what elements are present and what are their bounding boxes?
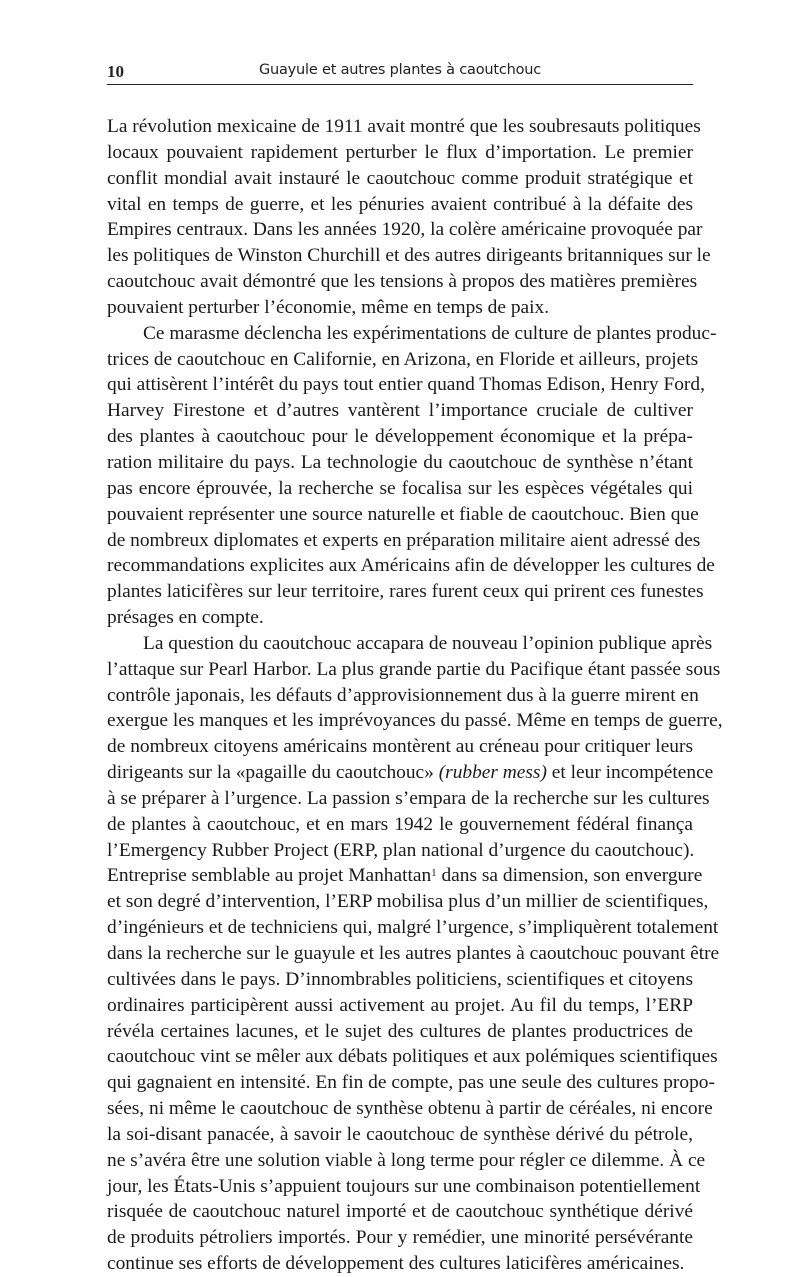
- text-line: de plantes à caoutchouc, et en mars 1942 le gouvernement fédéral finança: [107, 813, 693, 835]
- text-line: l’Emergency Rubber Project (ERP, plan national d’urgence du caoutchouc).: [107, 839, 695, 861]
- text-line: conflit mondial avait instauré le caoutchouc comme produit stratégique et: [107, 167, 693, 189]
- text-line: locaux pouvaient rapidement perturber le flux d’importation. Le premier: [107, 141, 693, 163]
- text-line: ne s’avéra être une solution viable à long terme pour régler ce dilemme. À ce: [107, 1149, 706, 1171]
- text-line: trices de caoutchouc en Californie, en Arizona, en Floride et ailleurs, projets: [107, 348, 699, 370]
- text-line: exergue les manques et les imprévoyances du passé. Même en temps de guerre,: [107, 710, 723, 732]
- text-line: Empires centraux. Dans les années 1920, la colère américaine provoquée par: [107, 219, 703, 241]
- text-line: d’ingénieurs et de techniciens qui, malgré l’urgence, s’impliquèrent totalement: [107, 917, 719, 939]
- text-line: ration militaire du pays. La technologie du caoutchouc de synthèse n’étant: [107, 451, 693, 473]
- text-line: Ce marasme déclencha les expérimentations de culture de plantes produc-: [143, 322, 717, 344]
- text-segment: et leur incompétence: [546, 762, 714, 784]
- text-line: continue ses efforts de développement des cultures laticifères américaines.: [107, 1253, 685, 1275]
- italic-term: (rubber mess): [438, 762, 547, 784]
- text-line: risquée de caoutchouc naturel importé et de caoutchouc synthétique dérivé: [107, 1201, 693, 1223]
- text-line: présages en compte.: [107, 607, 264, 629]
- text-line: de produits pétroliers importés. Pour y remédier, une minorité persévérante: [107, 1227, 693, 1249]
- paragraph-1: [107, 114, 711, 321]
- text-line: les politiques de Winston Churchill et des autres dirigeants britanniques sur le: [107, 245, 711, 267]
- text-line: plantes laticifères sur leur territoire, rares furent ceux qui prirent ces funestes: [107, 581, 704, 603]
- text-line: caoutchouc avait démontré que les tensions à propos des matières premières: [107, 271, 698, 293]
- text-line-with-italic: [107, 760, 714, 786]
- text-segment: dirigeants sur la «pagaille du caoutchouc»: [107, 762, 439, 784]
- text-line: jour, les États-Unis s’appuient toujours sur une combinaison potentiellement: [107, 1175, 701, 1197]
- text-line: qui attisèrent l’intérêt du pays tout entier quand Thomas Edison, Henry Ford,: [107, 374, 705, 396]
- text-line: ordinaires participèrent aussi activement au projet. Au fil du temps, l’ERP: [107, 994, 693, 1016]
- running-title: Guayule et autres plantes à caoutchouc: [258, 62, 542, 78]
- text-line: contrôle japonais, les défauts d’approvisionnement dus à la guerre mirent en: [107, 684, 699, 706]
- text-line: la soi-disant panacée, à savoir le caoutchouc de synthèse dérivé du pétrole,: [107, 1123, 693, 1145]
- text-line: l’attaque sur Pearl Harbor. La plus grande partie du Pacifique étant passée sous: [107, 658, 721, 680]
- text-line: Harvey Firestone et d’autres vantèrent l’importance cruciale de cultiver: [107, 400, 693, 422]
- text-line: de nombreux diplomates et experts en préparation militaire aient adressé des: [107, 529, 701, 551]
- text-line: à se préparer à l’urgence. La passion s’empara de la recherche sur les cultures: [107, 787, 710, 809]
- running-header: [107, 60, 693, 85]
- text-line: pas encore éprouvée, la recherche se focalisa sur les espèces végétales qui: [107, 477, 693, 499]
- text-line: La révolution mexicaine de 1911 avait montré que les soubresauts politiques: [107, 116, 701, 137]
- text-line: révéla certaines lacunes, et le sujet des cultures de plantes productrices de: [107, 1020, 693, 1042]
- footnote-marker[interactable]: 1: [431, 867, 437, 880]
- text-line: pouvaient perturber l’économie, même en temps de paix.: [107, 296, 550, 318]
- text-line: et son degré d’intervention, l’ERP mobilisa plus d’un millier de scientifiques,: [107, 891, 709, 913]
- text-segment: Entreprise semblable au projet Manhattan: [107, 865, 432, 887]
- text-line-with-footnote: [107, 863, 703, 889]
- page-number: 10: [107, 62, 124, 81]
- text-line: de nombreux citoyens américains montèrent au créneau pour critiquer leurs: [107, 736, 693, 758]
- text-line: des plantes à caoutchouc pour le développement économique et la prépa-: [107, 426, 693, 448]
- text-line: dans la recherche sur le guayule et les autres plantes à caoutchouc pouvant être: [107, 943, 720, 964]
- text-line: caoutchouc vint se mêler aux débats politiques et aux polémiques scientifiques: [107, 1046, 718, 1068]
- text-line: pouvaient représenter une source naturelle et fiable de caoutchouc. Bien que: [107, 503, 699, 525]
- text-segment: dans sa dimension, son envergure: [436, 865, 703, 887]
- paragraph-3: [107, 631, 723, 1277]
- text-line: sées, ni même le caoutchouc de synthèse obtenu à partir de céréales, ni encore: [107, 1098, 713, 1120]
- paragraph-2: [107, 321, 717, 631]
- body-text: [107, 114, 723, 1277]
- text-line: vital en temps de guerre, et les pénuries avaient contribué à la défaite des: [107, 193, 693, 215]
- text-line: cultivées dans le pays. D’innombrables politiciens, scientifiques et citoyens: [107, 968, 693, 990]
- text-line: La question du caoutchouc accapara de nouveau l’opinion publique après: [143, 632, 713, 654]
- text-line: qui gagnaient en intensité. En fin de compte, pas une seule des cultures propo-: [107, 1072, 715, 1094]
- text-line: recommandations explicites aux Américains afin de développer les cultures de: [107, 555, 715, 577]
